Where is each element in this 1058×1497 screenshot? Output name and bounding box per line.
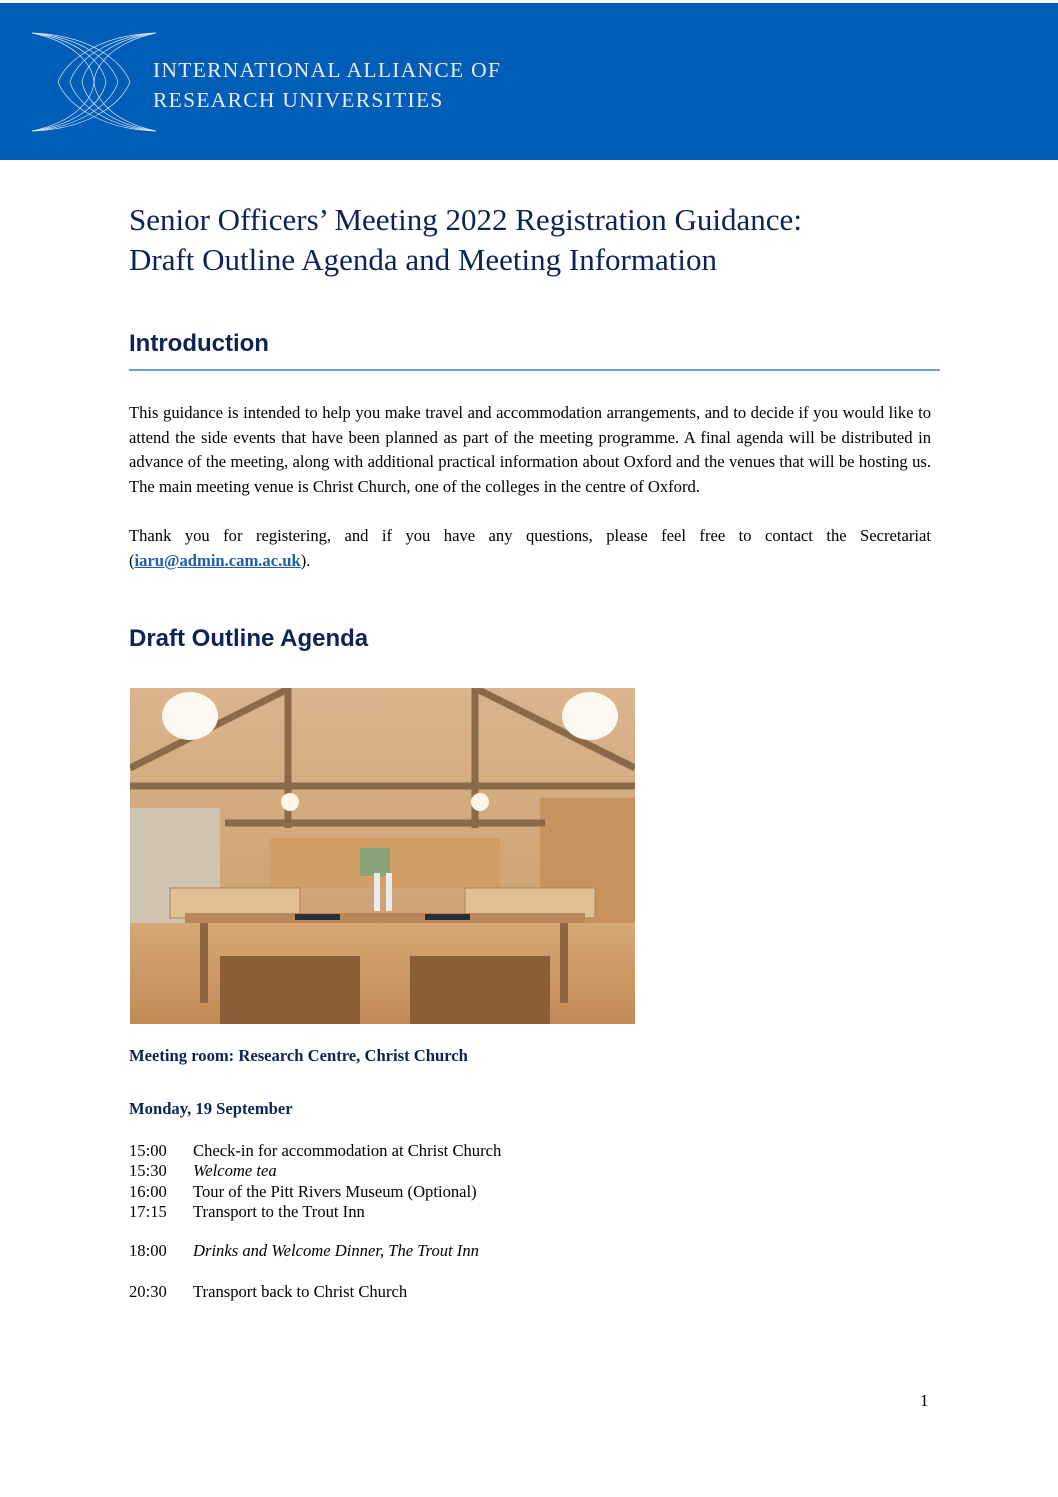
schedule-item <box>129 1241 479 1261</box>
introduction-heading: Introduction <box>129 330 269 357</box>
title-line-1: Senior Officers’ Meeting 2022 Registration Guidance: <box>129 202 802 237</box>
logo-line-1: INTERNATIONAL ALLIANCE OF <box>153 58 502 82</box>
intro-paragraph-2 <box>129 524 931 573</box>
schedule-description: Transport to the Trout Inn <box>193 1202 365 1221</box>
photo-caption: Meeting room: Research Centre, Christ Church <box>129 1046 468 1065</box>
schedule-time: 16:00 <box>129 1182 167 1201</box>
organization-name <box>153 55 501 115</box>
schedule-item <box>129 1161 277 1181</box>
header-banner <box>0 3 1058 160</box>
document-title <box>129 200 949 280</box>
schedule-time: 20:30 <box>129 1282 167 1301</box>
schedule-item <box>129 1202 365 1222</box>
schedule-description: Transport back to Christ Church <box>193 1282 408 1301</box>
schedule-description: Tour of the Pitt Rivers Museum (Optional) <box>193 1182 477 1201</box>
contact-text-end: ). <box>300 550 311 570</box>
schedule-time: 18:00 <box>129 1241 167 1260</box>
schedule-item <box>129 1141 501 1161</box>
agenda-heading: Draft Outline Agenda <box>129 625 369 652</box>
intro-paragraph-1: This guidance is intended to help you make travel and accommodation arrangements, and to decide if you would like to attend the side events that have been planned as part of the meeting programme. A final agenda will be distributed in advance of the meeting, along with additional practical information about Oxford and the venues that will be hosting us. The main meeting venue is Christ Church, one of the colleges in the centre of Oxford. <box>129 403 931 496</box>
contact-text: Thank you for registering, and if you have any questions, please feel free to contact the Secretariat ( <box>129 526 931 570</box>
schedule-item <box>129 1282 407 1302</box>
meeting-room-photo <box>130 688 635 1024</box>
schedule-time: 15:00 <box>129 1141 167 1160</box>
secretariat-email-link[interactable]: iaru@admin.cam.ac.uk <box>134 550 301 570</box>
title-line-2: Draft Outline Agenda and Meeting Information <box>129 242 717 277</box>
schedule-time: 17:15 <box>129 1202 167 1221</box>
schedule-time: 15:30 <box>129 1161 167 1180</box>
schedule-description: Welcome tea <box>193 1161 277 1180</box>
logo-line-2: RESEARCH UNIVERSITIES <box>153 88 444 112</box>
schedule-description: Drinks and Welcome Dinner, The Trout Inn <box>193 1241 479 1260</box>
heading-divider <box>129 369 940 371</box>
page-number: 1 <box>920 1391 929 1410</box>
schedule-item <box>129 1182 477 1202</box>
iaru-logo-icon <box>30 31 158 133</box>
day-heading: Monday, 19 September <box>129 1099 293 1118</box>
schedule-description: Check-in for accommodation at Christ Church <box>193 1141 502 1160</box>
